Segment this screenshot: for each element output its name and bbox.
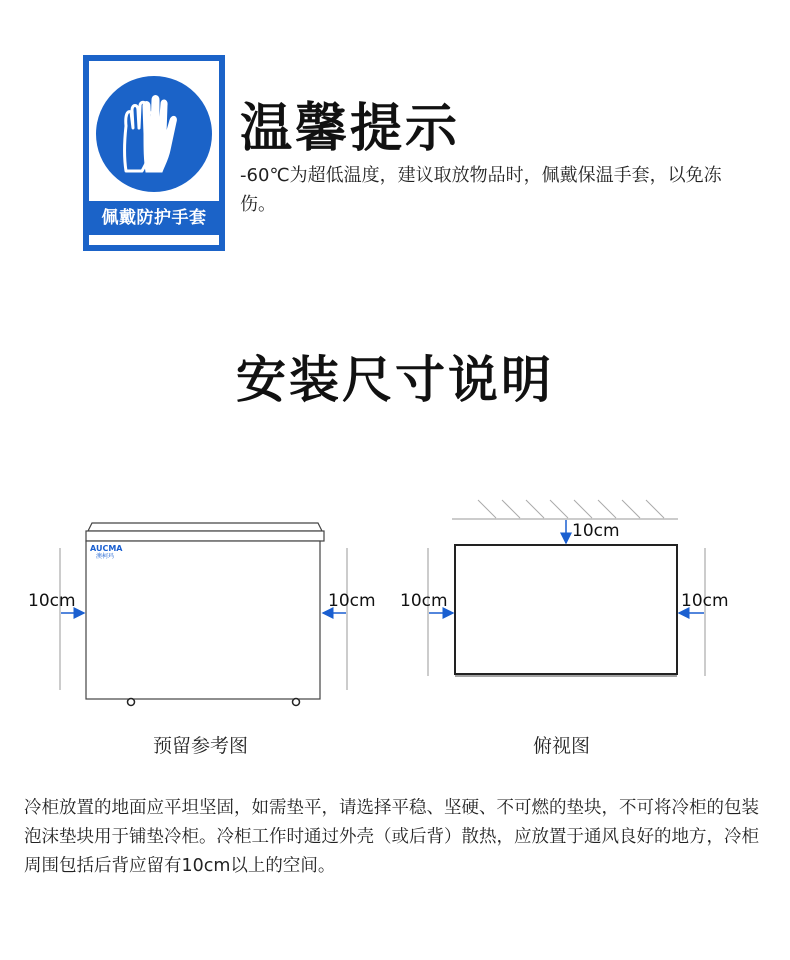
install-diagram <box>0 490 790 730</box>
safety-sign-label: 佩戴防护手套 <box>101 208 207 228</box>
freezer-body <box>86 541 320 699</box>
top-right-clearance: 10cm <box>681 591 729 611</box>
freezer-brand-logo: AUCMA <box>90 544 123 553</box>
freezer-lid-band <box>86 531 324 541</box>
front-right-clearance: 10cm <box>328 591 376 611</box>
wall-hatch <box>478 500 664 518</box>
install-description: 冷柜放置的地面应平坦坚固，如需垫平，请选择平稳、坚硬、不可燃的垫块，不可将冷柜的包装泡沫垫块用于铺垫冷柜。冷柜工作时通过外壳（或后背）散热，应放置于通风良好的地方，冷柜周围包括后背应留有10cm以上的空间。 <box>24 798 759 876</box>
tip-text: -60℃为超低温度，建议取放物品时，佩戴保温手套，以免冻伤。 <box>240 165 722 215</box>
front-left-clearance: 10cm <box>28 591 76 611</box>
top-view-freezer <box>428 500 705 676</box>
freezer-foot-left <box>128 699 135 706</box>
caption-top-view: 俯视图 <box>533 735 591 757</box>
install-section-title: 安装尺寸说明 <box>236 351 554 409</box>
freezer-foot-right <box>293 699 300 706</box>
safety-sign-circle <box>96 76 212 192</box>
caption-front-view: 预留参考图 <box>153 735 249 757</box>
safety-sign <box>83 55 225 251</box>
top-back-clearance: 10cm <box>572 521 620 541</box>
tip-title: 温馨提示 <box>240 99 461 159</box>
glove-icon <box>96 76 212 192</box>
freezer-lid <box>88 523 322 531</box>
freezer-brand-sub: 澳柯玛 <box>96 553 115 560</box>
top-left-clearance: 10cm <box>400 591 448 611</box>
top-view-body <box>455 545 677 674</box>
